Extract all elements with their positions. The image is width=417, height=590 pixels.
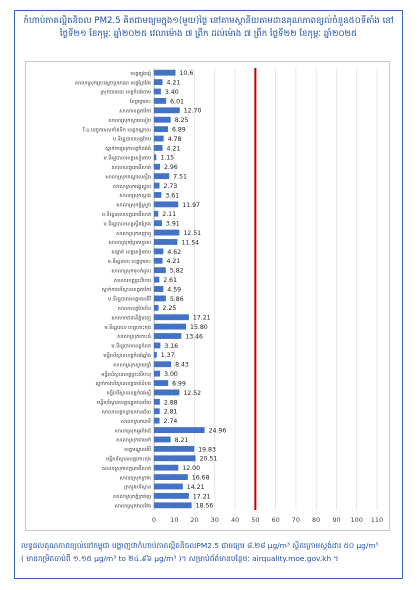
bar	[154, 418, 160, 424]
category-label: វិ.ឧ.បច្ចេកទេសកាំងទីក ខេត្តកណ្ដាល	[82, 127, 151, 134]
category-label: ក្រសួងបរិស្ថាន	[124, 484, 151, 491]
bar-value-label: 16.68	[191, 474, 210, 482]
category-label: សាលាស្រុកស្វាយជ្រំ	[113, 362, 151, 369]
bar	[154, 324, 186, 330]
x-tick-label: 110	[370, 516, 384, 524]
category-label: ម.ទីរដ្ឋបាលខេត្តពោធិ៍សាត់	[101, 211, 151, 218]
x-tick-label: 90	[332, 516, 341, 524]
category-label: សាលាស្រុកព្រះស្ដេចប្រមាណ ខេត្តព្រៃវែង	[74, 80, 151, 87]
category-label: ម.ទីរដ្ឋបាល ខេត្តកោះកុង	[104, 324, 151, 331]
category-label: មន្ទីរបរិស្ថានខេត្តព្រះសីហនុ	[101, 371, 151, 378]
category-label: សាលាស្រុកបាទី	[120, 418, 151, 425]
category-label: ស្រុកបាធាយ ខេត្តកំពង់ចាម	[100, 89, 151, 96]
chart-area	[25, 61, 390, 531]
bar	[154, 380, 168, 386]
category-label: សាលាស្រុកកោះធំ	[117, 334, 151, 341]
category-label: ម.ទីរដ្ឋបាលខេត្តរតនគិរី	[108, 296, 151, 303]
category-label: សង្កាត់ ខេត្តសៀមរាប	[111, 249, 151, 256]
bar	[154, 145, 163, 151]
category-label: ខែត្រក្រចេះ	[129, 99, 151, 106]
bar-value-label: 12.52	[183, 389, 202, 397]
bar-value-label: 12.70	[183, 107, 202, 115]
bar-value-label: 17.21	[192, 314, 211, 322]
bar	[154, 136, 164, 142]
bar	[154, 154, 156, 160]
x-tick-label: 10	[170, 516, 179, 524]
bar-value-label: 19.83	[198, 446, 216, 454]
bar	[154, 79, 163, 85]
category-label: មន្ទីរបរិស្ថានខេត្តកោះកុង	[105, 456, 151, 463]
bar	[154, 361, 171, 367]
x-tick-label: 50	[251, 516, 260, 524]
bar-value-label: 4.62	[167, 248, 182, 256]
bar	[154, 164, 160, 170]
category-label: សាលាខេត្តតាកែវ	[119, 108, 151, 115]
bar-value-label: 3.16	[164, 342, 179, 350]
bar-value-label: 6.01	[170, 98, 184, 106]
bar-value-label: 1.15	[160, 154, 175, 162]
category-label: សាលាស្រុកពាមរក៍	[116, 437, 151, 444]
category-label: សាលាស្រុកភ្នំក្រវាញ	[113, 494, 151, 501]
bar	[154, 201, 178, 207]
bar-value-label: 6.89	[171, 126, 186, 134]
category-label: មន្ទីរបរិស្ថានខេត្តកំពង់ឆ្នាំង	[103, 353, 151, 360]
bar-value-label: 2.11	[162, 211, 177, 219]
summary-line-2: ( មានកម្រិតចាប់ពី ១.១៥ µg/m³ to ២៤.៩៦ µg/m³ )។ សម្រាប់ព័ត៌មានបន្ថែម: airquality.moe.gov.kh ។	[21, 554, 339, 563]
category-label: សាលាស្រុកក្រគរ	[119, 475, 151, 482]
x-tick-label: 20	[190, 516, 199, 524]
bar	[154, 183, 160, 189]
bar-value-label: 7.51	[173, 173, 188, 181]
bar	[154, 455, 196, 461]
bar-value-label: 2.96	[164, 164, 178, 172]
bar	[154, 408, 160, 414]
category-label: ម.ទីរដ្ឋបាលខេត្តកែប	[112, 136, 151, 143]
bar-value-label: 8.43	[175, 361, 189, 369]
category-label: សាលាស្រុកកណ្ដាលស្ទឹង	[105, 174, 151, 181]
bar	[154, 267, 166, 273]
bar-value-label: 4.21	[166, 79, 181, 87]
category-label: ខេត្តមណ្ឌលគិរី	[124, 447, 151, 454]
category-label: ម.ទីរដ្ឋបាល ខេត្តក្រចេះ	[107, 258, 151, 265]
bar-value-label: 24.96	[208, 427, 227, 435]
summary-line-1: លទ្ធផលគុណភាពខ្យល់នៅកម្ពុជា បង្ហាញថាកំហាប់ភាគល្អិតនិចលPM2.5 ជាមធ្យម ៨.២៨ µg/m³ ស្ថិតក្រោមស្តង់ដារ ៥០ µg/m³	[21, 541, 379, 550]
bar-value-label: 2.88	[163, 399, 178, 407]
bar-value-label: 10.6	[179, 70, 194, 78]
bar-value-label: 8.21	[174, 436, 189, 444]
bar	[154, 98, 166, 104]
category-label: ខេត្តត្បូងឃ្មុំ	[130, 70, 151, 77]
bar-value-label: 2.81	[163, 408, 178, 416]
category-label: សាលាខេត្តព្រះវិហារ	[113, 277, 151, 284]
category-label: ស្នាក់ការស្រុកខេត្តកំពង់ធំ	[105, 146, 151, 153]
bar	[154, 333, 181, 339]
category-label: សាលាស្រុកពញាឮ	[116, 230, 151, 237]
category-label: សាលាស្រុកភ្នំស្រួច	[116, 202, 151, 209]
category-label: សាលាស្រុកអូររាំងឪ	[114, 428, 151, 435]
bar-value-label: 13.46	[185, 333, 204, 341]
bar-value-label: 2.61	[163, 276, 178, 284]
bar-value-label: 5.82	[169, 267, 184, 275]
x-tick-label: 80	[312, 516, 321, 524]
bar	[154, 220, 162, 226]
pm25-bar-chart	[26, 62, 389, 530]
bar	[154, 258, 163, 264]
bar	[154, 484, 183, 490]
bar	[154, 173, 169, 179]
bar-value-label: 3.91	[165, 220, 180, 228]
bar-value-label: 17.21	[192, 493, 211, 501]
bar-value-label: 4.21	[166, 145, 181, 153]
bar	[154, 502, 192, 508]
bar	[154, 371, 160, 377]
bar-value-label: 3.61	[165, 192, 180, 200]
category-label: ស្នាក់ការបរិស្ថានខេត្តតាកែវ	[101, 287, 151, 294]
x-tick-label: 100	[350, 516, 363, 524]
bar-value-label: 4.59	[167, 286, 182, 294]
category-label: សាលាស្រុកស្អាង	[119, 193, 151, 200]
bar	[154, 295, 166, 301]
bar	[154, 192, 161, 198]
bar-value-label: 4.78	[167, 135, 182, 143]
bar-value-label: 2.73	[163, 182, 178, 190]
summary-footer	[21, 539, 396, 575]
bar-value-label: 20.51	[199, 455, 218, 463]
bar-value-label: 14.21	[186, 483, 205, 491]
category-label: សាលាស្រុកព្រៃកប្បាស	[108, 240, 151, 247]
bar	[154, 314, 189, 320]
bar-value-label: 6.99	[172, 380, 186, 388]
bar	[154, 493, 189, 499]
bar	[154, 248, 163, 254]
bar-value-label: 15.80	[190, 324, 208, 332]
bar	[154, 399, 160, 405]
bar-value-label: 2.74	[163, 418, 178, 426]
chart-title: កំហាប់ភាគល្អិតនិចល PM2.5 គិតជាមធ្យមក្នុង១(មួយ)ថ្ងៃ នៅតាមស្ថានីយតាមដានគុណភាពខ្យល់ចំនួន៥០ទីតាំង នៅថ្ងៃទី២១ ខែកុម្ភៈ ឆ្នាំ២០២៥ វេលាម៉ោង ៧ ព្រឹក ដល់ម៉ោង ៧ ព្រឹក ថ្ងៃទី២២ ខែកុម្ភៈ ឆ្នាំ២០២៥	[23, 16, 394, 39]
bar-value-label: 4.21	[166, 258, 181, 266]
category-label: សាលារាជធានីភ្នំពេញ	[111, 315, 151, 322]
bar	[154, 352, 157, 358]
bar-value-label: 12.51	[183, 229, 202, 237]
bar-value-label: 3.00	[164, 371, 178, 379]
bar	[154, 390, 179, 396]
bar	[154, 286, 163, 292]
x-tick-label: 30	[210, 516, 219, 524]
category-label: សាលាស្រុកស្វាយទៀប	[108, 117, 151, 124]
bar	[154, 70, 175, 76]
report-frame	[14, 10, 403, 579]
bar	[154, 343, 160, 349]
bar-value-label: 1.37	[160, 352, 175, 360]
bar-value-label: 8.25	[174, 117, 189, 125]
category-label: សាលាខេត្តបន្ទាយមានជ័យ	[101, 409, 151, 416]
category-label: ស្នាក់ការបរិស្ថានខេត្តបាត់ដំបង	[95, 381, 151, 388]
bar	[154, 230, 179, 236]
x-tick-label: 60	[271, 516, 280, 524]
bar-value-label: 2.25	[162, 305, 177, 313]
category-label: សាលាខេត្តពោធិ៍សាត់	[111, 164, 151, 171]
bar	[154, 239, 177, 245]
bar-value-label: 11.54	[181, 239, 200, 247]
category-label: មន្ទីរបរិស្ថានខេត្តកំពង់ស្ពឺ	[106, 390, 151, 397]
x-tick-label: 0	[151, 516, 157, 524]
bar	[154, 126, 168, 132]
category-label: សាលាស្រុកវាលវែង	[114, 503, 151, 510]
x-tick-label: 40	[230, 516, 240, 524]
bar-value-label: 11.97	[182, 201, 200, 209]
bar	[154, 446, 194, 452]
bar	[154, 474, 188, 480]
bar	[154, 107, 180, 113]
bar	[154, 437, 171, 443]
x-tick-label: 70	[291, 516, 301, 524]
bar	[154, 211, 158, 217]
bar	[154, 427, 205, 433]
category-label: ម.ទីរដ្ឋបាលខេត្តសៀមរាប	[103, 155, 151, 162]
bar	[154, 465, 178, 471]
bar-value-label: 3.40	[164, 88, 179, 96]
bar-value-label: 18.56	[195, 502, 214, 510]
category-label: មន្ទីរបរិស្ថានខេត្តឧត្ដរមានជ័យ	[97, 400, 151, 407]
bar-value-label: 12.00	[182, 465, 201, 473]
bar	[154, 305, 159, 311]
category-label: សាលាខេត្តប៉ៃលិន	[117, 306, 151, 313]
category-label: ម.ទីរដ្ឋបាលខេត្តកំពត	[111, 343, 151, 350]
bar	[154, 117, 171, 123]
bar-value-label: 5.86	[169, 295, 184, 303]
category-label: ម.ទីរដ្ឋបាលខេត្តស្ទឹងត្រែង	[103, 221, 151, 228]
bar	[154, 277, 159, 283]
bar	[154, 89, 161, 95]
category-label: សាលាស្រុកមុខកំពូល	[111, 268, 151, 275]
category-label: សាលាស្រុកខេត្តពោធិ៍សាត់	[101, 465, 151, 472]
category-label: សាលាស្រុកអង្គស្នួល	[113, 183, 151, 190]
